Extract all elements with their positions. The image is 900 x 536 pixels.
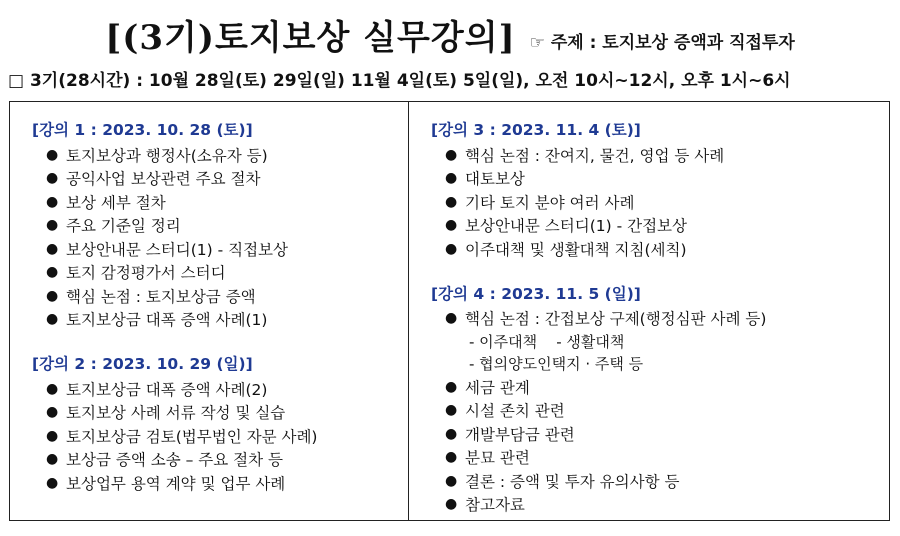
item-text: 시설 존치 관련 — [465, 402, 565, 421]
bullet-icon: ● — [46, 264, 59, 281]
bullet-icon: ● — [46, 311, 59, 328]
bullet-icon: ● — [46, 193, 59, 210]
list-item — [431, 214, 889, 238]
item-text: 주요 기준일 정리 — [66, 217, 181, 236]
bullet-icon: ● — [445, 193, 458, 210]
lecture-2 — [32, 353, 408, 495]
item-text: 보상 세부 절차 — [66, 193, 166, 212]
list-item — [32, 237, 408, 261]
lecture-heading: [강의 1 : 2023. 10. 28 (토)] — [32, 121, 253, 139]
left-column — [10, 102, 409, 520]
bullet-icon: ● — [445, 240, 458, 257]
list-item — [32, 214, 408, 238]
bullet-icon: ● — [445, 310, 458, 327]
lecture-heading: [강의 3 : 2023. 11. 4 (토)] — [431, 121, 641, 139]
header — [0, 10, 900, 60]
item-text: 보상안내문 스터디(1) - 직접보상 — [66, 240, 289, 259]
bullet-icon: ● — [445, 449, 458, 466]
lecture-4 — [431, 283, 889, 517]
right-column — [409, 102, 889, 520]
list-item — [431, 493, 889, 517]
item-text: 핵심 논점 : 간접보상 구제(행정심판 사례 등) — [465, 310, 767, 329]
item-text: 토지 감정평가서 스터디 — [66, 264, 226, 283]
list-item — [32, 377, 408, 401]
item-text: 기타 토지 분야 여러 사례 — [465, 193, 635, 212]
lecture-1 — [32, 119, 408, 331]
list-item — [32, 308, 408, 332]
bullet-icon: ● — [445, 496, 458, 513]
bullet-icon: ● — [46, 427, 59, 444]
list-item — [32, 448, 408, 472]
list-item — [32, 424, 408, 448]
bullet-icon: ● — [445, 402, 458, 419]
item-text: 핵심 논점 : 잔여지, 물건, 영업 등 사례 — [465, 146, 725, 165]
list-item — [431, 375, 889, 399]
bullet-icon: ● — [445, 472, 458, 489]
list-item — [431, 143, 889, 167]
item-text: 보상안내문 스터디(1) - 간접보상 — [465, 217, 688, 236]
lecture-heading: [강의 4 : 2023. 11. 5 (일)] — [431, 284, 641, 303]
list-item — [431, 237, 889, 261]
bullet-icon: ● — [46, 287, 59, 304]
item-text: 보상업무 용역 계약 및 업무 사례 — [66, 474, 286, 493]
list-item — [32, 471, 408, 495]
item-text: 분묘 관련 — [465, 449, 530, 468]
bullet-icon: ● — [445, 217, 458, 234]
item-text: 공익사업 보상관련 주요 절차 — [66, 170, 261, 189]
list-item — [431, 422, 889, 446]
bullet-icon: ● — [46, 404, 59, 421]
item-text: 토지보상금 대폭 증액 사례(1) — [66, 311, 268, 330]
bullet-icon: ● — [445, 425, 458, 442]
sub-item: - 이주대책 - 생활대책 — [469, 332, 625, 351]
item-text: 세금 관계 — [465, 378, 530, 397]
item-text: 개발부담금 관련 — [465, 425, 575, 444]
schedule-line: □ 3기(28시간) : 10월 28일(토) 29일(일) 11월 4일(토) 5일(일), 오전 10시~12시, 오후 1시~6시 — [8, 71, 791, 91]
bullet-icon: ● — [46, 451, 59, 468]
list-item — [32, 284, 408, 308]
list-item — [431, 167, 889, 191]
bullet-icon: ● — [445, 170, 458, 187]
list-item — [431, 446, 889, 470]
list-item — [32, 401, 408, 425]
list-item — [32, 190, 408, 214]
bullet-icon: ● — [46, 380, 59, 397]
list-item — [32, 261, 408, 285]
curriculum-table — [9, 101, 890, 521]
page-subtitle: ☞ 주제 : 토지보상 증액과 직접투자 — [529, 33, 795, 53]
item-text: 토지보상 사례 서류 작성 및 실습 — [66, 404, 286, 423]
item-text: 토지보상과 행정사(소유자 등) — [66, 146, 268, 165]
item-text: 참고자료 — [465, 496, 525, 515]
bullet-icon: ● — [46, 170, 59, 187]
list-item — [32, 143, 408, 167]
bullet-icon: ● — [46, 217, 59, 234]
list-item — [431, 307, 889, 331]
item-text: 토지보상금 검토(법무법인 자문 사례) — [66, 427, 318, 446]
list-item — [431, 190, 889, 214]
item-text: 결론 : 증액 및 투자 유의사항 등 — [465, 472, 680, 491]
item-text: 보상금 증액 소송 – 주요 절차 등 — [66, 451, 283, 470]
item-text: 핵심 논점 : 토지보상금 증액 — [66, 287, 256, 306]
bullet-icon: ● — [46, 474, 59, 491]
item-text: 이주대책 및 생활대책 지침(세칙) — [465, 240, 687, 259]
page-title: [(3기)토지보상 실무강의] — [105, 18, 516, 58]
bullet-icon: ● — [445, 378, 458, 395]
item-text: 토지보상금 대폭 증액 사례(2) — [66, 380, 268, 399]
list-item — [32, 167, 408, 191]
lecture-heading: [강의 2 : 2023. 10. 29 (일)] — [32, 355, 253, 373]
bullet-icon: ● — [445, 146, 458, 163]
lecture-3 — [431, 119, 889, 261]
item-text: 대토보상 — [465, 170, 525, 189]
list-item — [431, 399, 889, 423]
bullet-icon: ● — [46, 240, 59, 257]
list-item — [431, 469, 889, 493]
bullet-icon: ● — [46, 146, 59, 163]
sub-item: - 협의양도인택지 · 주택 등 — [469, 355, 644, 374]
